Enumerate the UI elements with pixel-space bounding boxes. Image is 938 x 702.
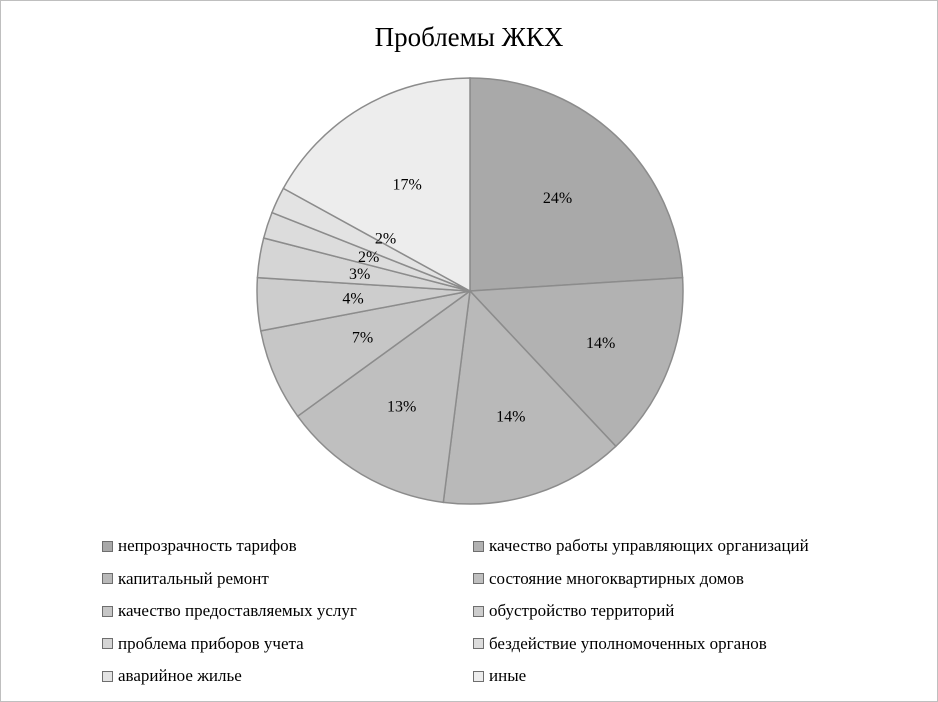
legend-label: обустройство территорий bbox=[489, 601, 675, 620]
slice-percent-label: 7% bbox=[351, 329, 374, 347]
chart-title: Проблемы ЖКХ bbox=[374, 22, 564, 52]
slice-percent-label: 2% bbox=[358, 249, 380, 267]
legend-label: качество предоставляемых услуг bbox=[118, 601, 357, 620]
slice-percent-label: 24% bbox=[542, 189, 573, 207]
pie-slices bbox=[257, 78, 683, 504]
pie-chart bbox=[1, 1, 937, 701]
legend-label: иные bbox=[489, 666, 527, 685]
legend-label: аварийное жилье bbox=[118, 666, 242, 685]
pie-slice bbox=[470, 78, 683, 291]
legend-label: капитальный ремонт bbox=[118, 568, 269, 588]
legend-label: бездействие уполномоченных органов bbox=[489, 633, 767, 653]
legend-label: непрозрачность тарифов bbox=[118, 536, 297, 555]
slice-percent-label: 14% bbox=[496, 408, 526, 426]
slice-percent-label: 13% bbox=[387, 398, 417, 416]
legend-label: качество работы управляющих организаций bbox=[489, 536, 809, 555]
slice-percent-label: 3% bbox=[349, 266, 371, 284]
slice-percent-label: 2% bbox=[374, 230, 397, 248]
slice-percent-label: 17% bbox=[392, 176, 422, 194]
legend-label: проблема приборов учета bbox=[118, 633, 304, 653]
legend-label: состояние многоквартирных домов bbox=[489, 568, 744, 588]
slice-percent-label: 4% bbox=[342, 290, 364, 308]
slice-percent-label: 14% bbox=[586, 334, 616, 352]
